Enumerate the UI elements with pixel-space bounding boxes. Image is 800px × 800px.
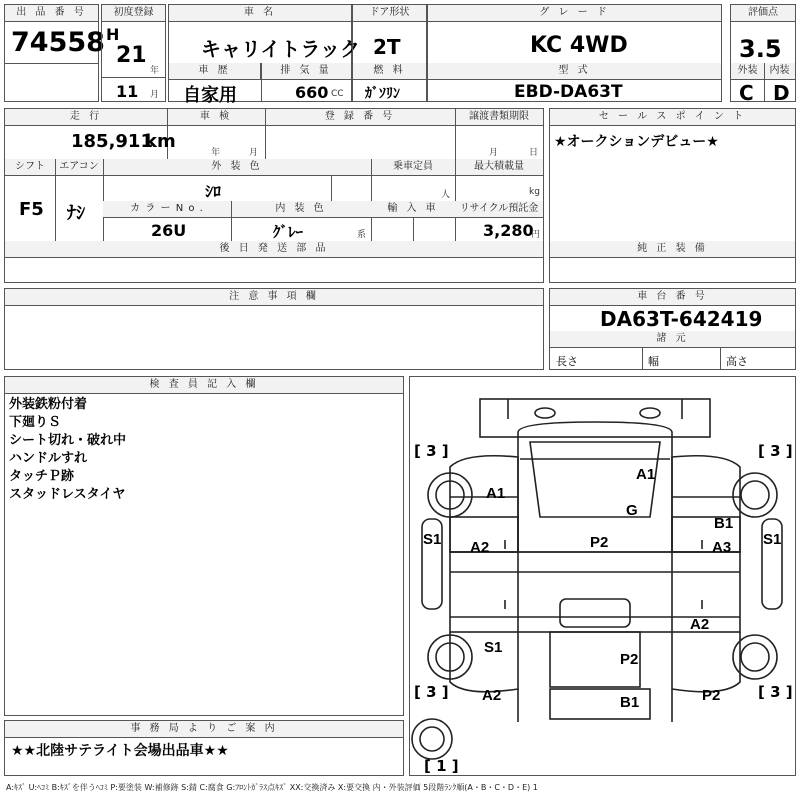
mark-left-quarter: A2 (482, 687, 502, 704)
tire-depth-rl: [ 3 ] (414, 683, 449, 701)
grade: KC 4WD (530, 33, 628, 58)
month-unit: 月 (150, 90, 160, 100)
tire-depth-rr: [ 3 ] (758, 683, 793, 701)
score-label: 評価点 (731, 5, 795, 22)
mark-right-door: A3 (712, 539, 732, 556)
name-label: 車 名 (169, 5, 351, 22)
legend: A:ｷｽﾞ U:ﾍｺﾐ B:ｷｽﾞを伴うﾍｺﾐ P:要塗装 W:補修跡 S:錆 C:腐食 G:ﾌﾛﾝﾄｶﾞﾗｽ点ｷｽﾞ XX:交換済み X:要交換 内・外装評価 5段階ﾗﾝｸ順(A・B・C・D・E) 1 (6, 783, 538, 792)
shift: F5 (19, 199, 44, 220)
tire-depth-spare: [ 1 ] (424, 757, 459, 775)
mark-right-sill: S1 (763, 531, 782, 548)
reg-label: 初度登録 (102, 5, 165, 22)
recycle-unit: 円 (531, 230, 541, 240)
interior-unit: 系 (357, 230, 367, 240)
inspector-line: 外装鉄粉付着 (9, 397, 88, 412)
inspection-label: 車 検 (167, 109, 265, 126)
inspector-label: 検 査 員 記 入 欄 (5, 377, 403, 394)
inspector-line: シート切れ・破れ中 (9, 433, 127, 448)
ac: ﾅｼ (67, 203, 85, 224)
chassis-label: 車 台 番 号 (550, 289, 795, 306)
mark-left-front: A1 (486, 485, 506, 502)
ext-grade: C (739, 81, 754, 105)
mark-left-rear: S1 (484, 639, 503, 656)
score: 3.5 (739, 35, 782, 63)
height-label: 高さ (726, 355, 748, 368)
car-name: キャリイトラック (201, 37, 360, 61)
door-label: ドア形状 (353, 5, 426, 22)
mileage-label: 走 行 (5, 109, 167, 126)
color-no-label: カ ラ ー N o . (103, 201, 231, 218)
office-label: 事 務 局 よ り ご 案 内 (5, 721, 403, 738)
mark-bed-right: A2 (690, 616, 710, 633)
history: 自家用 (183, 85, 237, 106)
name-box (168, 4, 360, 106)
inspector-line: タッチＰ跡 (9, 469, 75, 484)
color: ｼﾛ (205, 182, 222, 201)
mark-rear-bumper: B1 (620, 694, 640, 711)
color-no: 26U (151, 221, 187, 240)
sales-point: ★オークションデビュー★ (554, 134, 719, 150)
office-text: ★★北陸サテライト会場出品車★★ (11, 743, 229, 759)
insp-year-unit: 年 (211, 148, 221, 158)
model-label: 型 式 (428, 63, 721, 80)
door-type: 2T (373, 35, 401, 59)
notes-label: 注 意 事 項 欄 (5, 289, 543, 306)
grade-box (427, 4, 722, 102)
lot-number: 74558 (11, 27, 105, 58)
tire-depth-fr: [ 3 ] (758, 442, 793, 460)
chassis-number: DA63T-642419 (600, 307, 763, 331)
inspector-box (4, 376, 404, 716)
mark-tailgate: P2 (620, 651, 639, 668)
mark-windshield: G (626, 502, 638, 519)
load-unit: kg (529, 187, 540, 197)
score-box (730, 4, 796, 105)
genuine-label: 純 正 装 備 (550, 241, 795, 258)
chassis-box (549, 288, 796, 370)
disp-label: 排 気 量 (261, 63, 351, 80)
width-label: 幅 (648, 355, 659, 368)
info-box (4, 108, 544, 283)
registration-box (101, 4, 166, 102)
int-label: 内装 (764, 63, 795, 80)
damage-diagram (409, 376, 796, 776)
model: EBD-DA63T (514, 82, 623, 102)
grade-label: グ レ ー ド (428, 5, 721, 22)
mark-right-front: B1 (714, 515, 734, 532)
history-label: 車 歴 (169, 63, 261, 80)
transfer-label: 譲渡書類期限 (455, 109, 543, 126)
ac-label: エアコン (55, 159, 103, 176)
color-label: 外 装 色 (103, 159, 371, 176)
inspector-line: 下廻りＳ (9, 415, 62, 430)
spec-label: 諸 元 (550, 331, 795, 348)
fuel: ｶﾞｿﾘﾝ (365, 86, 400, 102)
reg-month: 11 (116, 82, 139, 101)
inspector-line: スタッドレスタイヤ (9, 487, 126, 502)
lot-box (4, 4, 105, 102)
later-parts-label: 後 日 発 送 部 品 (5, 241, 543, 258)
interior-label: 内 装 色 (231, 201, 371, 218)
capacity-unit: 人 (441, 190, 451, 200)
transfer-day-unit: 日 (529, 148, 539, 158)
import-label: 輸 入 車 (371, 201, 455, 218)
transfer-month-unit: 月 (489, 148, 499, 158)
shift-label: シフト (5, 159, 55, 176)
mileage-unit: km (145, 131, 176, 152)
door-box (352, 4, 427, 102)
mark-left-sill: S1 (423, 531, 442, 548)
lot-label: 出 品 番 号 (5, 5, 98, 22)
int-grade: D (773, 81, 790, 105)
ext-label: 外装 (731, 63, 764, 80)
tire-depth-fl: [ 3 ] (414, 442, 449, 460)
insp-month-unit: 月 (249, 148, 259, 158)
plate-label: 登 録 番 号 (265, 109, 455, 126)
recycle-label: リサイクル預託金 (455, 201, 543, 218)
recycle: 3,280 (483, 221, 534, 240)
truck-outline (410, 377, 795, 775)
notes-box (4, 288, 544, 370)
reg-year: 21 (116, 43, 147, 68)
fuel-label: 燃 料 (353, 63, 426, 80)
length-label: 長さ (556, 355, 578, 368)
inspector-line: ハンドルすれ (9, 451, 88, 466)
capacity-label: 乗車定員 (371, 159, 455, 176)
mark-left-door: A2 (470, 539, 490, 556)
year-unit: 年 (150, 66, 160, 76)
sales-label: セ ー ル ス ポ イ ン ト (550, 109, 795, 126)
office-box (4, 720, 404, 776)
interior: ｸﾞﾚｰ (273, 223, 304, 241)
era: H (106, 25, 120, 44)
mark-cab-body: P2 (590, 534, 609, 551)
load-label: 最大積載量 (455, 159, 543, 176)
sales-box (549, 108, 796, 283)
mileage: 185,911 (71, 131, 153, 152)
displacement: 660 (295, 83, 329, 102)
mark-cab-roof: A1 (636, 466, 656, 483)
disp-unit: CC (331, 89, 344, 99)
mark-right-quarter: P2 (702, 687, 721, 704)
